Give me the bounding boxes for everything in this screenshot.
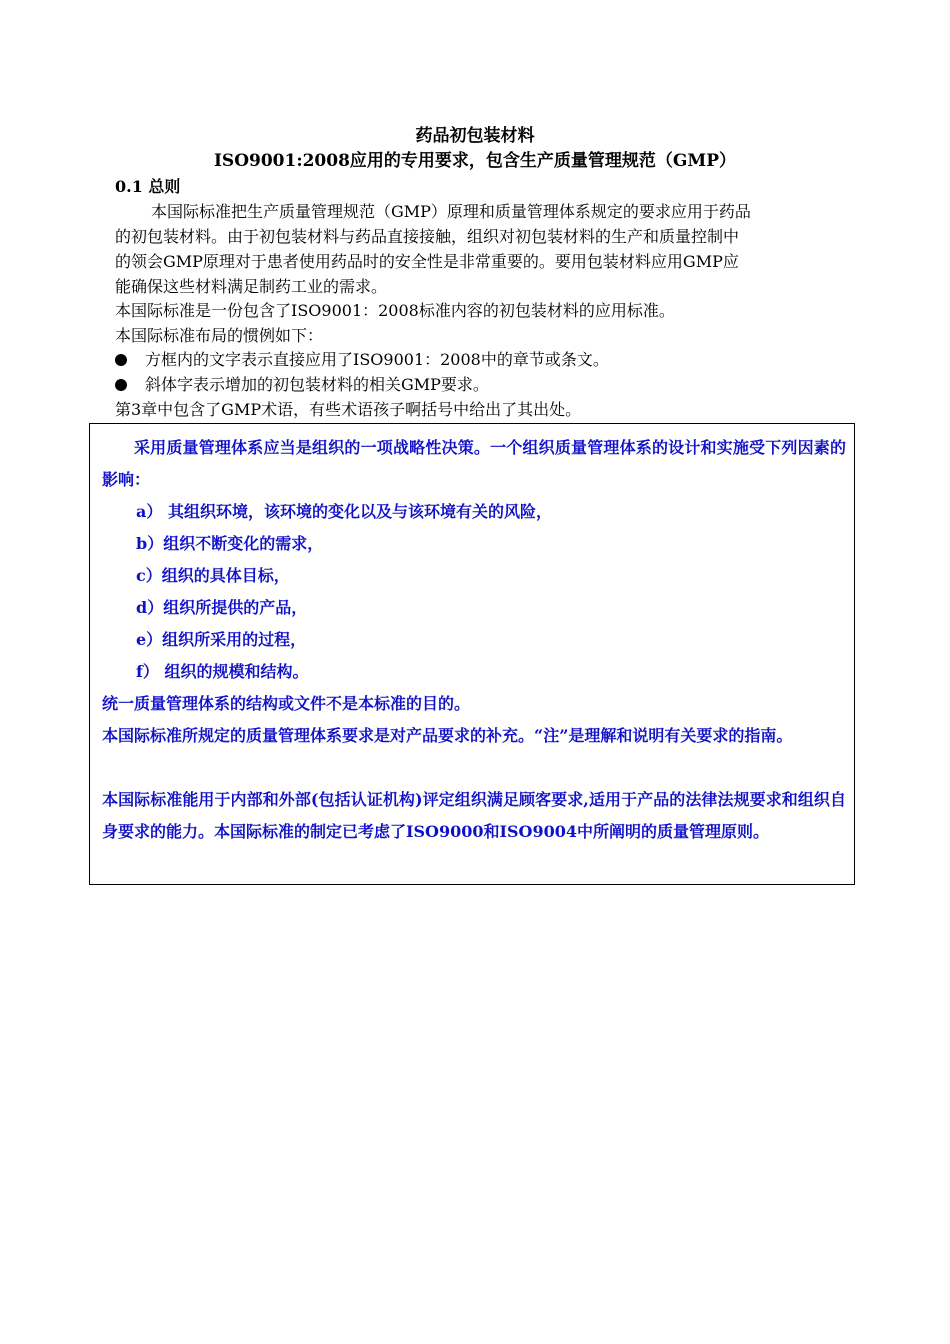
intro-line: 的领会GMP原理对于患者使用药品时的安全性是非常重要的。要用包装材料应用GMP应 bbox=[115, 252, 739, 271]
bullet-text: 方框内的文字表示直接应用了ISO9001：2008中的章节或条文。 bbox=[145, 350, 609, 369]
intro-line: 的初包装材料。由于初包装材料与药品直接接触，组织对初包装材料的生产和质量控制中 bbox=[115, 227, 740, 246]
section-heading: 0.1 总则 bbox=[115, 177, 181, 196]
paragraph-scope: 本国际标准是一份包含了ISO9001：2008标准内容的初包装材料的应用标准。 bbox=[115, 301, 675, 320]
box-paragraph-requirements: 本国际标准所规定的质量管理体系要求是对产品要求的补充。“注”是理解和说明有关要求的指南。 bbox=[102, 726, 793, 745]
paragraph-terms: 第3章中包含了GMP术语，有些术语孩子啊括号中给出了其出处。 bbox=[115, 400, 582, 419]
factor-item-e: e）组织所采用的过程， bbox=[136, 630, 307, 649]
factor-item-f: f） 组织的规模和结构。 bbox=[136, 662, 309, 681]
document-subtitle: ISO9001:2008应用的专用要求，包含生产质量管理规范（GMP） bbox=[213, 151, 737, 171]
paragraph-conventions: 本国际标准布局的惯例如下： bbox=[115, 326, 324, 345]
factor-item-d: d）组织所提供的产品， bbox=[136, 598, 308, 617]
iso9001-quoted-box bbox=[89, 423, 855, 885]
bullet-dot-icon bbox=[115, 354, 127, 366]
box-intro: 采用质量管理体系应当是组织的一项战略性决策。一个组织质量管理体系的设计和实施受下列因素的影响： bbox=[102, 438, 846, 489]
document-title: 药品初包装材料 bbox=[415, 126, 535, 146]
intro-line: 本国际标准把生产质量管理规范（GMP）原理和质量管理体系规定的要求应用于药品 bbox=[151, 202, 751, 221]
bullet-item bbox=[115, 372, 489, 397]
bullet-item bbox=[115, 347, 609, 372]
factor-item-c: c）组织的具体目标， bbox=[136, 566, 290, 585]
box-paragraph-purpose: 统一质量管理体系的结构或文件不是本标准的目的。 bbox=[102, 694, 471, 713]
box-paragraph-application: 本国际标准能用于内部和外部(包括认证机构)评定组织满足顾客要求,适用于产品的法律法规要求和组织自身要求的能力。本国际标准的制定已考虑了ISO9000和ISO9004中所阐明的质量管理原则。 bbox=[102, 790, 846, 841]
bullet-dot-icon bbox=[115, 379, 127, 391]
factor-item-a: a） 其组织环境，该环境的变化以及与该环境有关的风险， bbox=[136, 502, 552, 521]
intro-line: 能确保这些材料满足制药工业的需求。 bbox=[115, 277, 388, 296]
bullet-text: 斜体字表示增加的初包装材料的相关GMP要求。 bbox=[145, 375, 489, 394]
factor-item-b: b）组织不断变化的需求， bbox=[136, 534, 324, 553]
intro-paragraph bbox=[115, 199, 860, 299]
